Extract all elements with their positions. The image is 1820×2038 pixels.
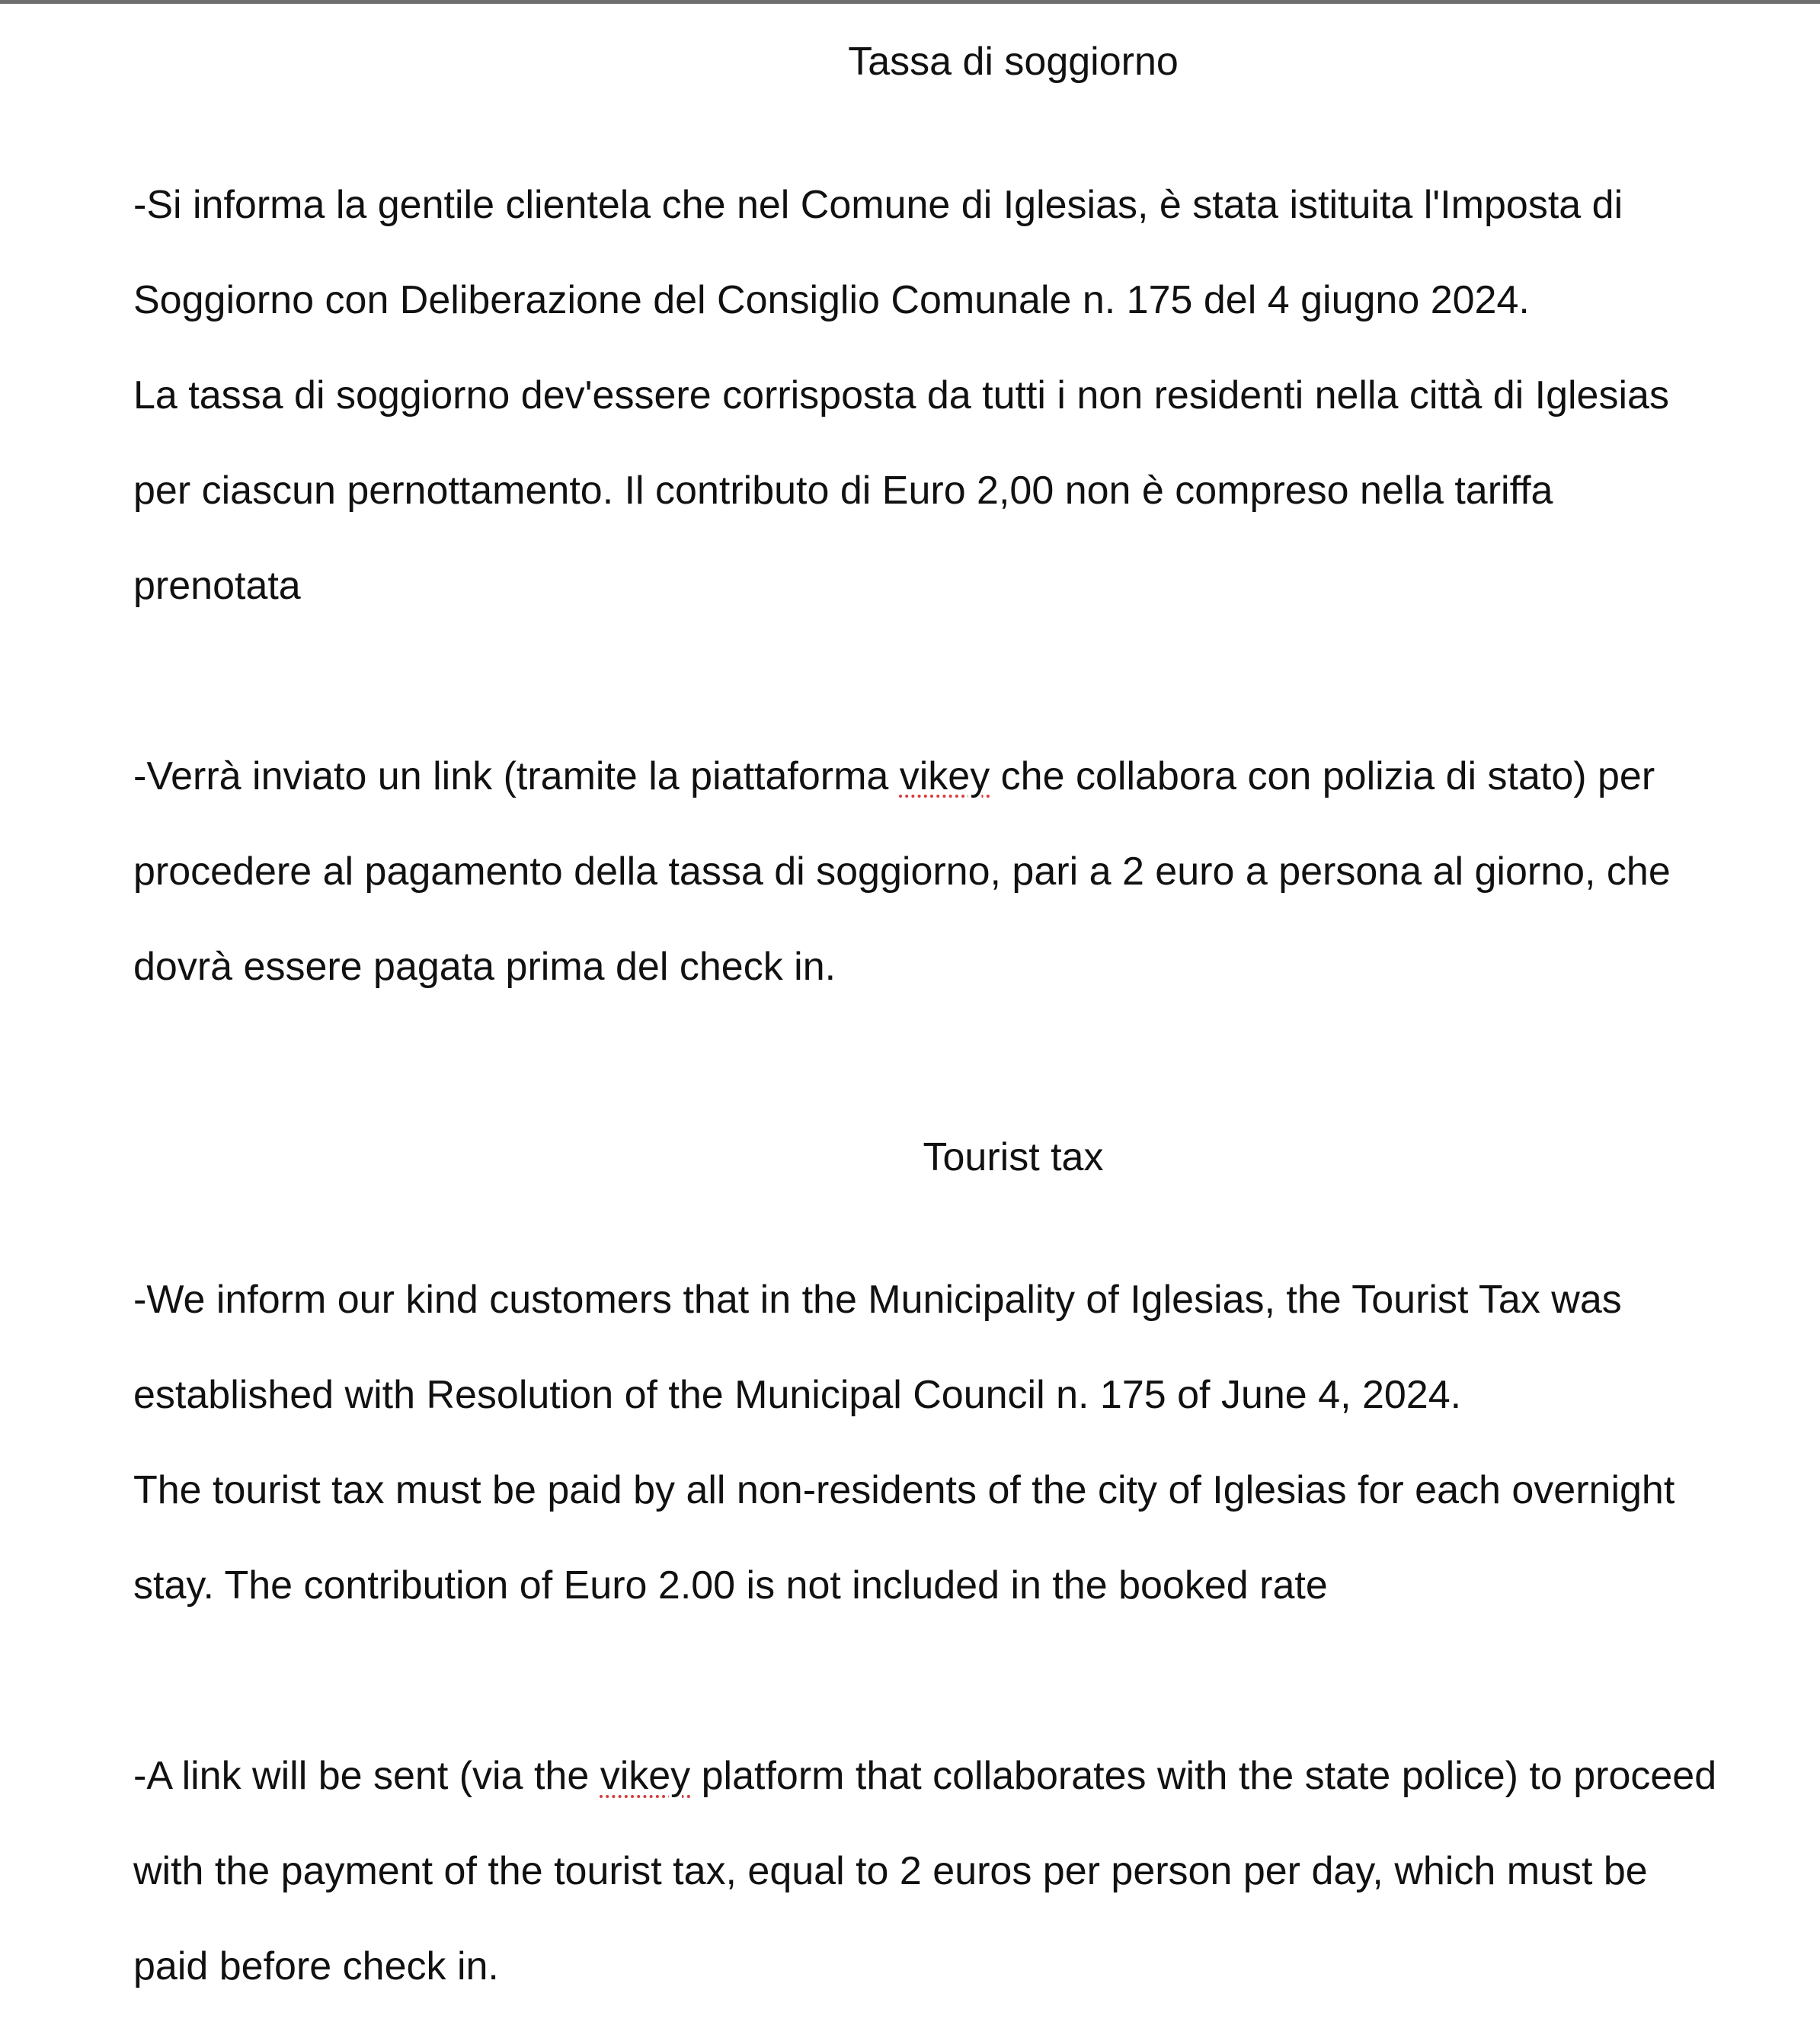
text-line: -We inform our kind customers that in the Municipality of Iglesias, the Tourist Tax was	[133, 1276, 1771, 1324]
italian-paragraph-2	[133, 705, 1771, 1038]
italian-section-title: Tassa di soggiorno	[133, 38, 1771, 86]
text-line: paid before check in.	[133, 1943, 1771, 1991]
english-section-title: Tourist tax	[133, 1134, 1771, 1182]
spellcheck-flagged-word[interactable]: vikey	[600, 1754, 690, 1798]
text-line: per ciascun pernottamento. Il contributo di Euro 2,00 non è compreso nella tariffa	[133, 467, 1771, 515]
english-paragraph-2	[133, 1705, 1771, 2038]
document-body	[133, 38, 1771, 2038]
text-line: Soggiorno con Deliberazione del Consiglio Comunale n. 175 del 4 giugno 2024.	[133, 277, 1771, 325]
italian-paragraph-1	[133, 133, 1771, 657]
text-line: stay. The contribution of Euro 2.00 is not included in the booked rate	[133, 1562, 1771, 1610]
spacer	[133, 1038, 1771, 1134]
text-line: with the payment of the tourist tax, equal to 2 euros per person per day, which must be	[133, 1848, 1771, 1896]
english-paragraph-1	[133, 1229, 1771, 1658]
text-line: dovrà essere pagata prima del check in.	[133, 943, 1771, 991]
spacer	[133, 657, 1771, 705]
text-line: established with Resolution of the Municipal Council n. 175 of June 4, 2024.	[133, 1371, 1771, 1419]
top-border	[0, 0, 1820, 4]
text-line: prenotata	[133, 562, 1771, 610]
text-line: -Verrà inviato un link (tramite la piattaforma vikey che collabora con polizia di stato) per	[133, 753, 1771, 801]
spellcheck-flagged-word[interactable]: vikey	[900, 754, 990, 798]
text-line: -A link will be sent (via the vikey platform that collaborates with the state police) to proceed	[133, 1752, 1771, 1800]
text-line: La tassa di soggiorno dev'essere corrisposta da tutti i non residenti nella città di Iglesias	[133, 372, 1771, 420]
spacer	[133, 1657, 1771, 1705]
text-line: -Si informa la gentile clientela che nel Comune di Iglesias, è stata istituita l'Imposta di	[133, 181, 1771, 229]
text-line: procedere al pagamento della tassa di soggiorno, pari a 2 euro a persona al giorno, che	[133, 848, 1771, 896]
spacer	[133, 1181, 1771, 1229]
spacer	[133, 86, 1771, 134]
text-line: The tourist tax must be paid by all non-residents of the city of Iglesias for each overnight	[133, 1467, 1771, 1515]
